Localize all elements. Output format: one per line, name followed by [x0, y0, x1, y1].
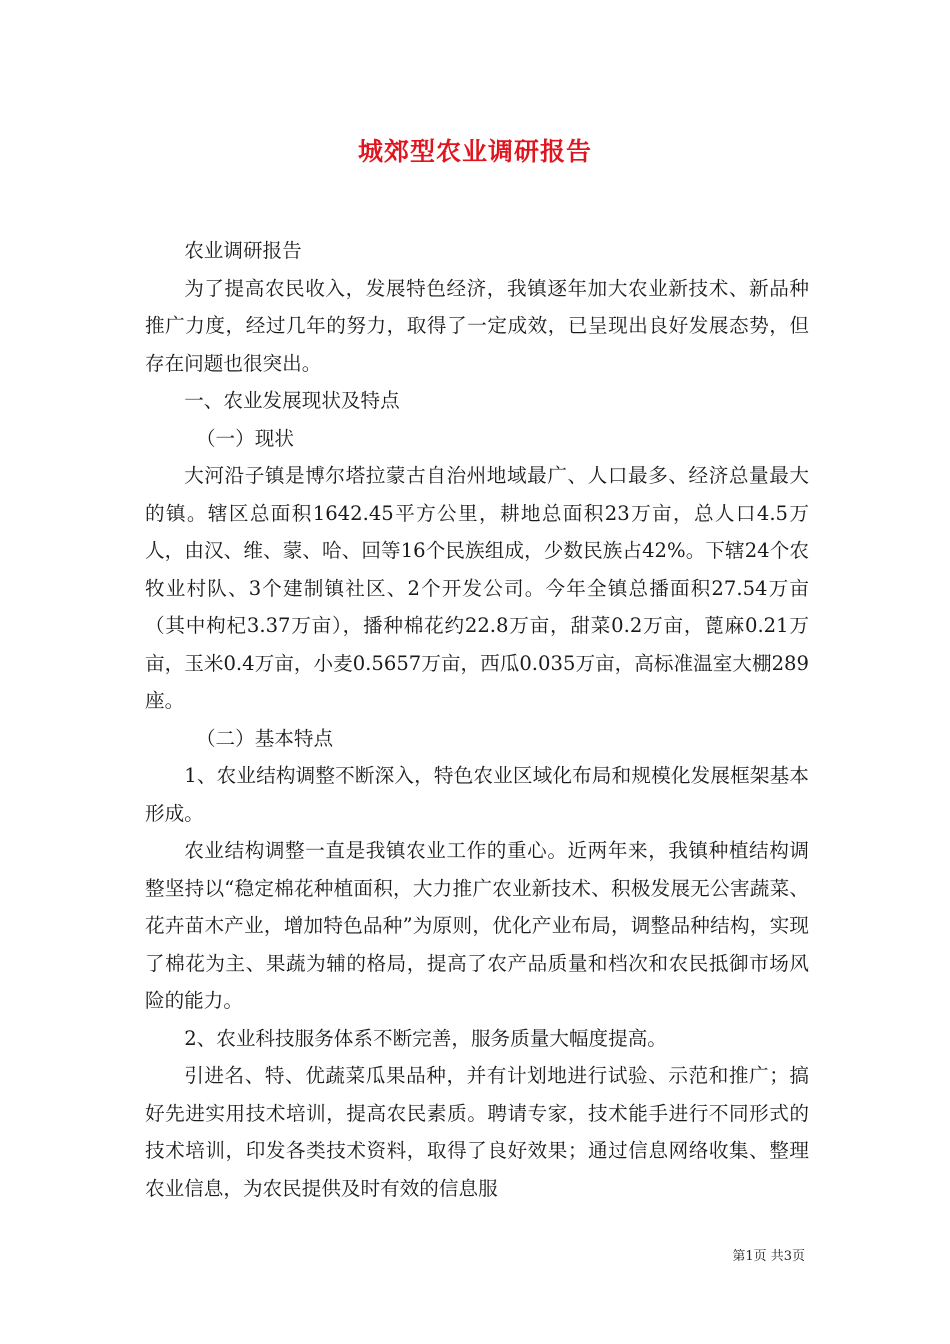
- feature-heading-2: 2、农业科技服务体系不断完善，服务质量大幅度提高。: [184, 1026, 667, 1050]
- page-number: 第1页 共3页: [732, 1249, 805, 1264]
- document-body: [145, 232, 809, 1207]
- subsection-heading-features: （二）基本特点: [195, 726, 334, 750]
- paragraph-intro: 为了提高农民收入，发展特色经济，我镇逐年加大农业新技术、新品种推广力度，经过几年的努力，取得了一定成效，已呈现出良好发展态势，但存在问题也很突出。: [145, 276, 809, 375]
- paragraph-status: 大河沿子镇是博尔塔拉蒙古自治州地域最广、人口最多、经济总量最大的镇。辖区总面积1642.45平方公里，耕地总面积23万亩，总人口4.5万人，由汉、维、蒙、哈、回等16个民族组成，少数民族占42%。下辖24个农牧业村队、3个建制镇社区、2个开发公司。今年全镇总播面积27.54万亩（其中枸杞3.37万亩），播种棉花约22.8万亩，甜菜0.2万亩，蓖麻0.21万亩，玉米0.4万亩，小麦0.5657万亩，西瓜0.035万亩，高标准温室大棚289座。: [145, 464, 809, 712]
- subsection-heading-status: （一）现状: [195, 426, 294, 450]
- paragraph-feature-2: 引进名、特、优蔬菜瓜果品种，并有计划地进行试验、示范和推广；搞好先进实用技术培训，提高农民素质。聘请专家，技术能手进行不同形式的技术培训，印发各类技术资料，取得了良好效果；通过信息网络收集、整理农业信息，为农民提供及时有效的信息服: [145, 1064, 809, 1200]
- feature-heading-1: 1、农业结构调整不断深入，特色农业区域化布局和规模化发展框架基本形成。: [145, 764, 809, 825]
- document-title: 城郊型农业调研报告: [357, 137, 592, 166]
- section-heading-1: 一、农业发展现状及特点: [184, 389, 400, 412]
- paragraph-subtitle: 农业调研报告: [184, 239, 302, 262]
- paragraph-feature-1: 农业结构调整一直是我镇农业工作的重心。近两年来，我镇种植结构调整坚持以“稳定棉花种植面积，大力推广农业新技术、积极发展无公害蔬菜、花卉苗木产业，增加特色品种”为原则，优化产业布局，调整品种结构，实现了棉花为主、果蔬为辅的格局，提高了农产品质量和档次和农民抵御市场风险的能力。: [145, 839, 809, 1012]
